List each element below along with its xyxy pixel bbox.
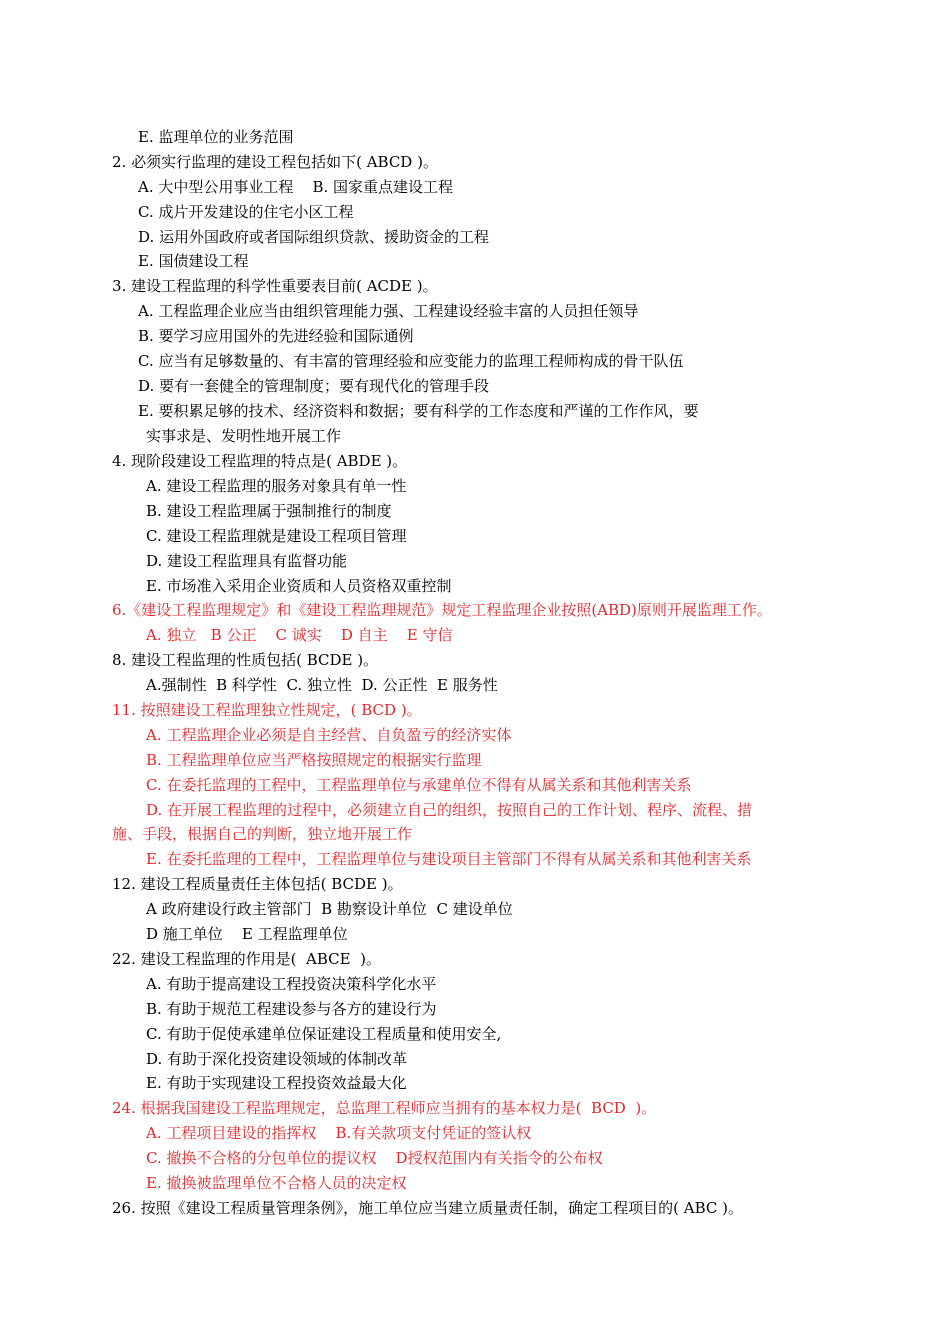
q8-options: A.强制性 B 科学性 C. 独立性 D. 公正性 E 服务性 bbox=[146, 676, 498, 694]
q4-option-a: A. 建设工程监理的服务对象具有单一性 bbox=[146, 477, 407, 495]
q24-options-ab: A. 工程项目建设的指挥权 B.有关款项支付凭证的签认权 bbox=[146, 1124, 532, 1142]
q24-question: 24. 根据我国建设工程监理规定，总监理工程师应当拥有的基本权力是( BCD )。 bbox=[112, 1099, 657, 1117]
q22-option-b: B. 有助于规范工程建设参与各方的建设行为 bbox=[146, 1000, 437, 1018]
q22-question: 22. 建设工程监理的作用是( ABCE )。 bbox=[112, 950, 381, 968]
q12-options-de: D 施工单位 E 工程监理单位 bbox=[146, 925, 348, 943]
q22-option-c: C. 有助于促使承建单位保证建设工程质量和使用安全, bbox=[146, 1025, 502, 1043]
q4-option-e: E. 市场准入采用企业资质和人员资格双重控制 bbox=[146, 577, 452, 595]
q22-option-d: D. 有助于深化投资建设领域的体制改革 bbox=[146, 1050, 408, 1068]
q2-option-e: E. 国债建设工程 bbox=[138, 252, 249, 270]
q6-options: A. 独立 B 公正 C 诚实 D 自主 E 守信 bbox=[146, 626, 453, 644]
q11-option-b: B. 工程监理单位应当严格按照规定的根据实行监理 bbox=[146, 751, 482, 769]
q11-option-d: D. 在开展工程监理的过程中，必须建立自己的组织，按照自己的工作计划、程序、流程、措 bbox=[146, 801, 753, 819]
q2-options-ab: A. 大中型公用事业工程 B. 国家重点建设工程 bbox=[138, 178, 454, 196]
q22-option-a: A. 有助于提高建设工程投资决策科学化水平 bbox=[146, 975, 437, 993]
q2-question: 2. 必须实行监理的建设工程包括如下( ABCD )。 bbox=[112, 153, 438, 171]
q11-option-a: A. 工程监理企业必须是自主经营、自负盈亏的经济实体 bbox=[146, 726, 512, 744]
q11-option-c: C. 在委托监理的工程中，工程监理单位与承建单位不得有从属关系和其他利害关系 bbox=[146, 776, 692, 794]
q22-option-e: E. 有助于实现建设工程投资效益最大化 bbox=[146, 1074, 407, 1092]
q2-option-c: C. 成片开发建设的住宅小区工程 bbox=[138, 203, 354, 221]
q12-question: 12. 建设工程质量责任主体包括( BCDE )。 bbox=[112, 875, 403, 893]
q4-option-b: B. 建设工程监理属于强制推行的制度 bbox=[146, 502, 392, 520]
q1-option-e: E. 监理单位的业务范围 bbox=[138, 128, 294, 146]
q3-option-d: D. 要有一套健全的管理制度；要有现代化的管理手段 bbox=[138, 377, 490, 395]
q4-option-d: D. 建设工程监理具有监督功能 bbox=[146, 552, 348, 570]
q24-option-e: E. 撤换被监理单位不合格人员的决定权 bbox=[146, 1174, 407, 1192]
q2-option-d: D. 运用外国政府或者国际组织贷款、援助资金的工程 bbox=[138, 228, 490, 246]
q11-option-e: E. 在委托监理的工程中，工程监理单位与建设项目主管部门不得有从属关系和其他利害关系 bbox=[146, 850, 752, 868]
q3-option-a: A. 工程监理企业应当由组织管理能力强、工程建设经验丰富的人员担任领导 bbox=[138, 302, 639, 320]
q26-question: 26. 按照《建设工程质量管理条例》，施工单位应当建立质量责任制，确定工程项目的( ABC )。 bbox=[112, 1199, 743, 1217]
q3-option-c: C. 应当有足够数量的、有丰富的管理经验和应变能力的监理工程师构成的骨干队伍 bbox=[138, 352, 684, 370]
q11-question: 11. 按照建设工程监理独立性规定，( BCD )。 bbox=[112, 701, 422, 719]
q3-option-e: E. 要积累足够的技术、经济资料和数据；要有科学的工作态度和严谨的工作作风，要 bbox=[138, 402, 699, 420]
q4-question: 4. 现阶段建设工程监理的特点是( ABDE )。 bbox=[112, 452, 408, 470]
q24-options-cd: C. 撤换不合格的分包单位的提议权 D授权范围内有关指令的公布权 bbox=[146, 1149, 603, 1167]
q3-option-e-cont: 实事求是、发明性地开展工作 bbox=[146, 427, 342, 445]
q3-option-b: B. 要学习应用国外的先进经验和国际通例 bbox=[138, 327, 414, 345]
q4-option-c: C. 建设工程监理就是建设工程项目管理 bbox=[146, 527, 407, 545]
q11-option-d-cont: 施、手段，根据自己的判断，独立地开展工作 bbox=[112, 825, 413, 843]
q6-question: 6.《建设工程监理规定》和《建设工程监理规范》规定工程监理企业按照(ABD)原则开展监理工作。 bbox=[112, 601, 772, 619]
q8-question: 8. 建设工程监理的性质包括( BCDE )。 bbox=[112, 651, 379, 669]
q3-question: 3. 建设工程监理的科学性重要表目前( ACDE )。 bbox=[112, 277, 438, 295]
q12-options-abc: A 政府建设行政主管部门 B 勘察设计单位 C 建设单位 bbox=[146, 900, 513, 918]
